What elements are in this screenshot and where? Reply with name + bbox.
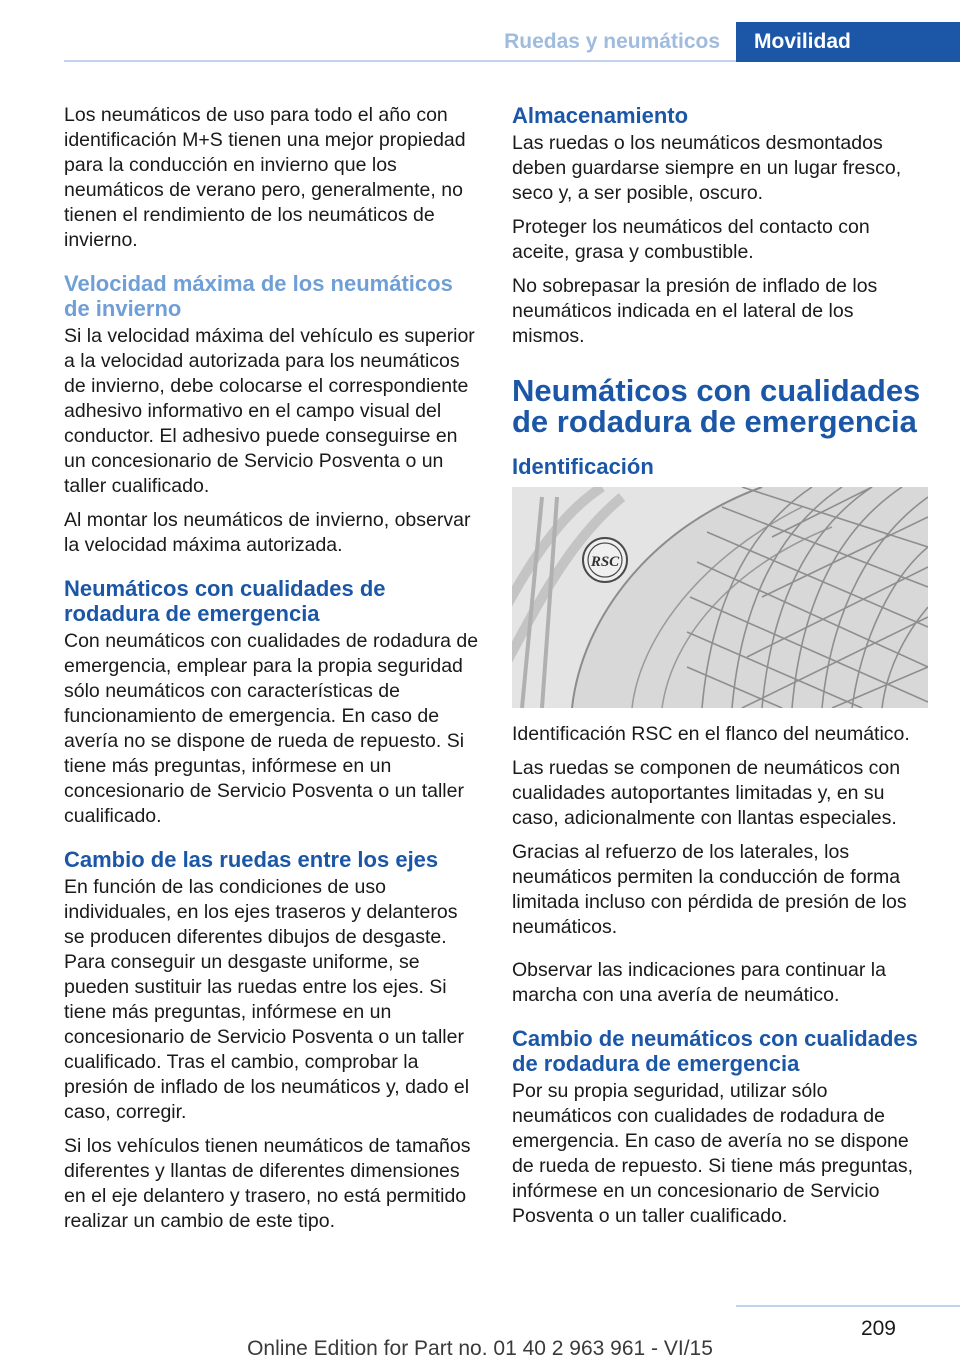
winter-speed-heading: Velocidad máxima de los neumáticos de invierno (64, 271, 453, 321)
runflat-main-heading: Neumáticos con cualidades de rodadura de emergencia (512, 373, 921, 439)
wheel-swap-heading: Cambio de las ruedas entre los ejes (64, 847, 439, 872)
rsc-tire-illustration (512, 487, 928, 708)
header-section-title: Ruedas y neumáticos (504, 30, 720, 53)
page-number: 209 (860, 1317, 896, 1340)
figure-caption: Identificación RSC en el flanco del neumático. (512, 723, 910, 745)
storage-heading: Almacenamiento (512, 103, 689, 128)
storage-paragraph-2: Proteger los neumáticos del contacto con aceite, grasa y combustible. (512, 216, 870, 263)
page-number-rule (736, 1305, 960, 1307)
left-column (64, 103, 480, 1243)
runflat-paragraph-2: Gracias al refuerzo de los laterales, los neumáticos permiten la conducción de forma limitada incluso con pérdida de presión de los neumáticos. (512, 841, 907, 938)
wheel-swap-restriction: Si los vehículos tienen neumáticos de tamaños diferentes y llantas de diferentes dimensiones en el eje delantero y trasero, no está permitido realizar un cambio de este tipo. (64, 1135, 471, 1232)
wheel-swap-paragraph: En función de las condiciones de uso individuales, en los ejes traseros y delanteros se producen diferentes dibujos de desgaste. Para conseguir un desgaste uniforme, se pueden sustituir las ruedas entre los ejes. Si tiene más preguntas, infórmese en un concesionario de Servicio Posventa o un taller cualificado. Tras el cambio, comprobar la presión de inflado de los neumáticos y, dado el caso, corregir. (64, 876, 470, 1123)
runflat-change-heading: Cambio de neumáticos con cualidades de rodadura de emergencia (512, 1026, 918, 1076)
runflat-paragraph: Con neumáticos con cualidades de rodadura de emergencia, emplear para la propia seguridad sólo neumáticos con características de funcionamiento de emergencia. En caso de avería no se dispone de rueda de repuesto. Si tiene más preguntas, infórmese en un concesionario de Servicio Posventa o un taller cualificado. (64, 630, 479, 827)
storage-paragraph-3: No sobrepasar la presión de inflado de los neumáticos indicada en el lateral de los mismos. (512, 275, 878, 347)
runflat-heading: Neumáticos con cualidades de rodadura de emergencia (64, 576, 386, 626)
identification-heading: Identificación (512, 454, 654, 479)
right-column (512, 103, 928, 1238)
header-chapter-tab: Movilidad (736, 22, 960, 62)
runflat-change-paragraph: Por su propia seguridad, utilizar sólo neumáticos con cualidades de rodadura de emergencia. En caso de avería no se dispone de rueda de repuesto. Si tiene más preguntas, infórmese en un concesionario de Servicio Posventa o un taller cualificado. (512, 1080, 914, 1227)
runflat-paragraph-1: Las ruedas se componen de neumáticos con cualidades autoportantes limitadas y, en su caso, adicionalmente con llantas especiales. (512, 757, 901, 829)
rsc-logo-text: RSC (590, 554, 620, 570)
storage-paragraph-1: Las ruedas o los neumáticos desmontados deben guardarse siempre en un lugar fresco, seco y, a ser posible, oscuro. (512, 132, 902, 204)
winter-speed-paragraph: Si la velocidad máxima del vehículo es superior a la velocidad autorizada para los neumáticos de invierno, debe colocarse el correspondiente adhesivo informativo en el campo visual del conductor. El adhesivo puede conseguirse en un concesionario de Servicio Posventa o un taller cualificado. (64, 325, 475, 497)
winter-speed-note: Al montar los neumáticos de invierno, observar la velocidad máxima autorizada. (64, 509, 471, 556)
footer-edition: Online Edition for Part no. 01 40 2 963 961 - VI/15 (247, 1337, 713, 1360)
intro-paragraph: Los neumáticos de uso para todo el año con identificación M+S tienen una mejor propiedad para la conducción en invierno que los neumáticos de verano pero, generalmente, no tienen el rendimiento de los neumáticos de invierno. (64, 104, 466, 251)
runflat-paragraph-3: Observar las indicaciones para continuar la marcha con una avería de neumático. (512, 959, 886, 1006)
